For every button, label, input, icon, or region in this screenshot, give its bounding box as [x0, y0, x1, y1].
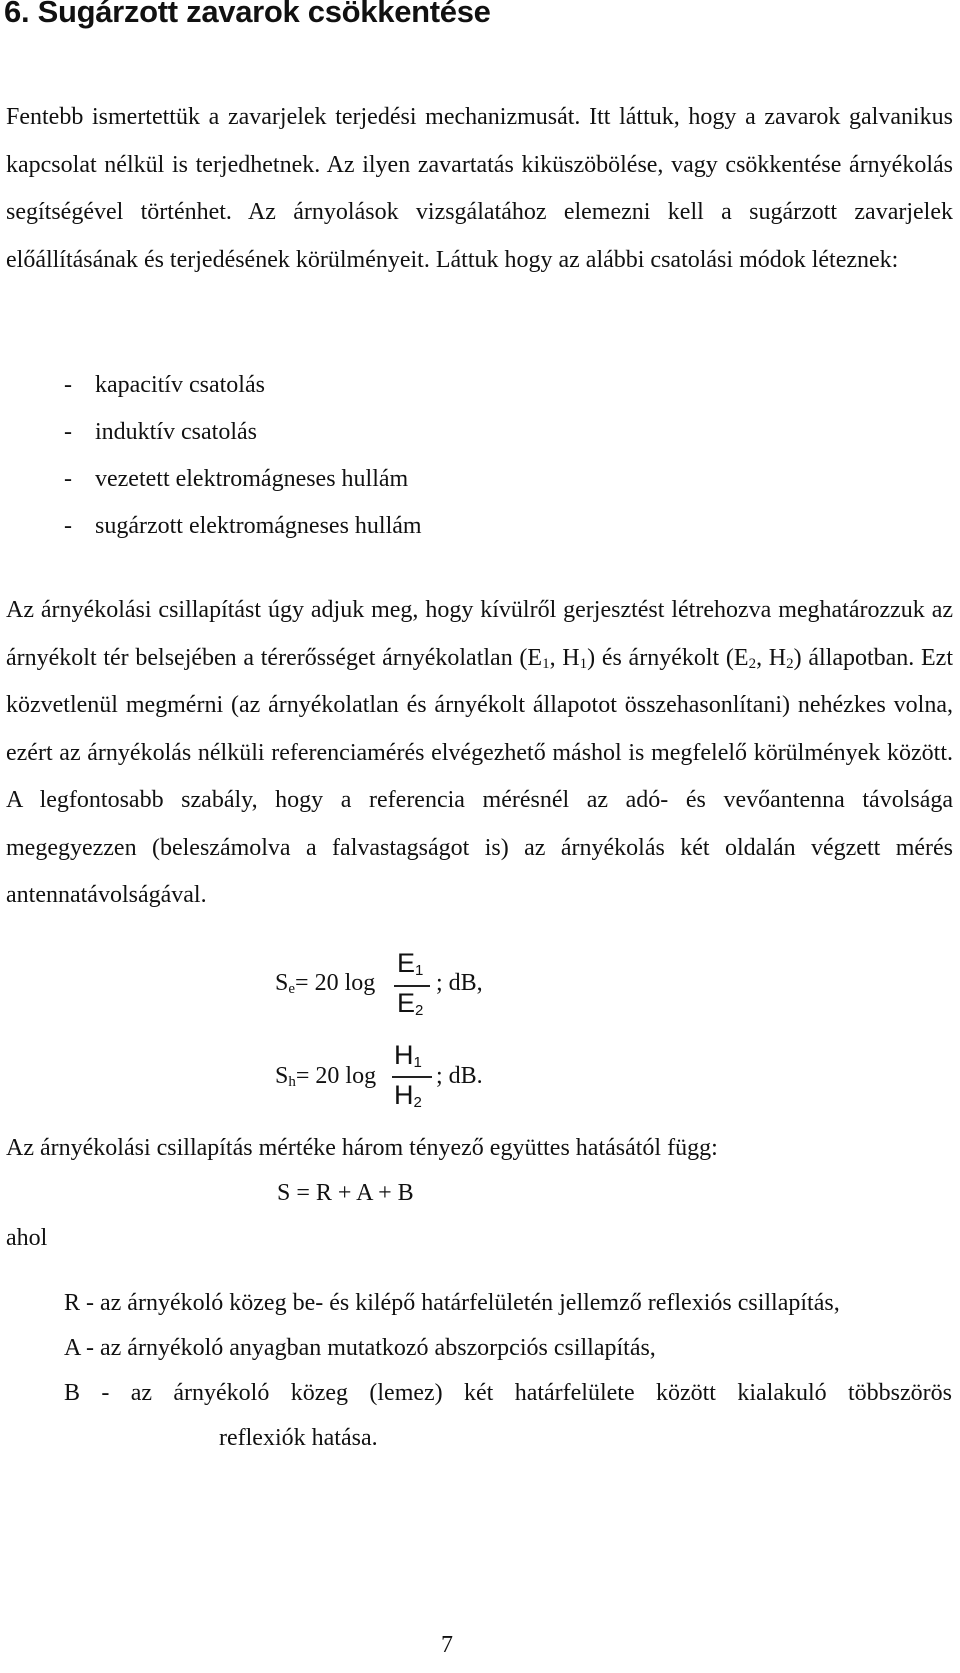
formula-lhs-sub: e [288, 981, 296, 997]
fraction-bar [392, 1076, 432, 1078]
fraction-denominator: $H_2$ [394, 1080, 422, 1111]
formula-lhs: S [275, 1063, 289, 1089]
sum-formula: S = R + A + B [277, 1180, 414, 1206]
fraction-bar [394, 985, 430, 987]
formula-unit: ; dB, [436, 970, 483, 996]
formula-lhs: S [275, 970, 289, 996]
fraction-denominator: $E_2$ [397, 988, 424, 1019]
definition-r: R - az árnyékoló közeg be- és kilépő határfelületén jellemző reflexiós csillapítás, [64, 1290, 840, 1316]
fraction-numerator: $H_1$ [394, 1040, 422, 1071]
dash-bullet: - [64, 419, 72, 445]
page-number: 7 [441, 1632, 453, 1658]
fraction-numerator: $E_1$ [397, 948, 424, 979]
list-item: - sugárzott elektromágneses hullám [64, 503, 422, 550]
formula-lhs-sub: h [288, 1074, 296, 1090]
shielding-paragraph: Az árnyékolási csillapítást úgy adjuk meg, hogy kívülről gerjesztést létrehozva meghatározzuk az árnyékolt tér belsejében a térerősséget árnyékolatlan ($E_1$, $H_1$) és árnyékolt ($E_2$, $H_2$) állapotban. Ezt közvetlenül megmérni (az árnyékolatlan és árnyékolt állapotot összehasonlítani) nehézkes volna, ezért az árnyékolás nélküli referenciamérés elvégezhető máshol is megfelelő körülmények között. A legfontosabb szabály, hogy a referencia mérésnél az adó- és vevőantenna távolsága megegyezzen (beleszámolva a falvastagságot is) az árnyékolás két oldalán végzett mérés antennatávolságával. [6, 597, 953, 908]
dash-bullet: - [64, 466, 72, 492]
section-heading: 6. Sugárzott zavarok csökkentése [4, 0, 491, 29]
definition-b: B - az árnyékoló közeg (lemez) két határfelülete között kialakuló többszörös [64, 1380, 952, 1406]
intro-paragraph: Fentebb ismertettük a zavarjelek terjedési mechanizmusát. Itt láttuk, hogy a zavarok galvanikus kapcsolat nélkül is terjedhetnek. Az ilyen zavartatás kiküszöbölése, vagy csökkentése árnyékolás segítségével történhet. Az árnyolások vizsgálatához elemezni kell a sugárzott zavarjelek előállításának és terjedésének körülményeit. Láttuk hogy az alábbi csatolási módok léteznek: [6, 104, 953, 273]
factors-intro: Az árnyékolási csillapítás mértéke három tényező együttes hatásától függ: [6, 1135, 718, 1161]
list-item: - kapacitív csatolás [64, 362, 422, 409]
dash-bullet: - [64, 372, 72, 398]
formula-mid: = 20 log [295, 1063, 377, 1089]
definition-a: A - az árnyékoló anyagban mutatkozó abszorpciós csillapítás, [64, 1335, 656, 1361]
dash-bullet: - [64, 513, 72, 539]
coupling-modes-list [64, 362, 422, 550]
list-item: - induktív csatolás [64, 409, 422, 456]
where-label: ahol [6, 1225, 48, 1251]
list-item: - vezetett elektromágneses hullám [64, 456, 422, 503]
formula-unit: ; dB. [436, 1063, 483, 1089]
formula-mid: = 20 log [295, 970, 376, 996]
definition-b-continued: reflexiók hatása. [219, 1425, 378, 1451]
